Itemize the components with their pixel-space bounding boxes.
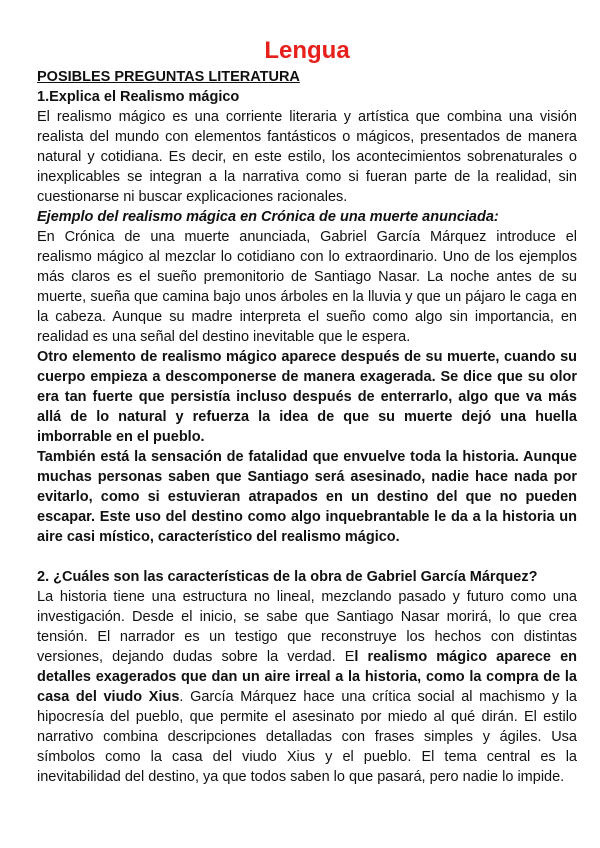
q1-bold-paragraph-2: También está la sensación de fatalidad que envuelve toda la historia. Aunque muchas personas saben que Santiago será asesinado, nadie hace nada por evitarlo, como si estuvieran atrapados en un destino del que no pueden escapar. Este uso del destino como algo inquebrantable le da a la historia un aire casi místico, característico del realismo mágico.: [37, 449, 577, 545]
question-2: 2. ¿Cuáles son las características de la obra de Gabriel García Márquez?: [37, 569, 538, 585]
q1-example-heading: Ejemplo del realismo mágica en Crónica de una muerte anunciada:: [37, 209, 499, 225]
q2-answer-part-2: . García Márquez hace una crítica social al machismo y la hipocresía del pueblo, que permite el asesinato por miedo al qué dirán. El estilo narrativo combina descripciones detalladas con frases simples y ágiles. Usa símbolos como la casa del viudo Xius y el pueblo. El tema central es la inevitabilidad del destino, ya que todos saben lo que pasará, pero nadie lo impide.: [37, 689, 578, 785]
q2-answer-part-1: La historia tiene una estructura no lineal, mezclando pasado y futuro como una investigación. Desde el inicio, se sabe que Santiago Nasar morirá, lo que crea tensión. El narrador es un testigo que reconstruye los hechos con distintas versiones, dejando dudas sobre la verdad. E: [37, 589, 577, 665]
q1-example-paragraph: En Crónica de una muerte anunciada, Gabriel García Márquez introduce el realismo mágico al mezclar lo cotidiano con lo extraordinario. Uno de los ejemplos más claros es el sueño premonitorio de Santiago Nasar. La noche antes de su muerte, sueña que camina bajo unos árboles en la lluvia y que un pájaro le caga en la cabeza. Aunque su madre interpreta el sueño como algo sin importancia, en realidad es una señal del destino inevitable que le espera.: [37, 229, 577, 345]
section-spacer: [37, 547, 577, 567]
q2-answer-bold: l realismo mágico aparece en detalles exagerados que dan un aire irreal a la historia, como la compra de la casa del viudo Xius: [37, 649, 577, 705]
q1-definition-paragraph: El realismo mágico es una corriente literaria y artística que combina una visión realista del mundo con elementos fantásticos o mágicos, presentados de manera natural y cotidiana. Es decir, en este estilo, los acontecimientos sobrenaturales o inexplicables se integran a la narrativa como si fueran parte de la realidad, sin cuestionarse ni buscar explicaciones racionales.: [37, 109, 577, 205]
q2-answer-paragraph: [37, 587, 577, 787]
document-page: [37, 36, 577, 787]
document-title: Lengua: [264, 37, 350, 64]
question-1: 1.Explica el Realismo mágico: [37, 89, 240, 105]
section-heading: POSIBLES PREGUNTAS LITERATURA: [37, 69, 300, 85]
q1-bold-paragraph-1: Otro elemento de realismo mágico aparece después de su muerte, cuando su cuerpo empieza a descomponerse de manera exagerada. Se dice que su olor era tan fuerte que persistía incluso después de enterrarlo, algo que va más allá de lo natural y refuerza la idea de que su muerte dejó una huella imborrable en el pueblo.: [37, 349, 577, 445]
